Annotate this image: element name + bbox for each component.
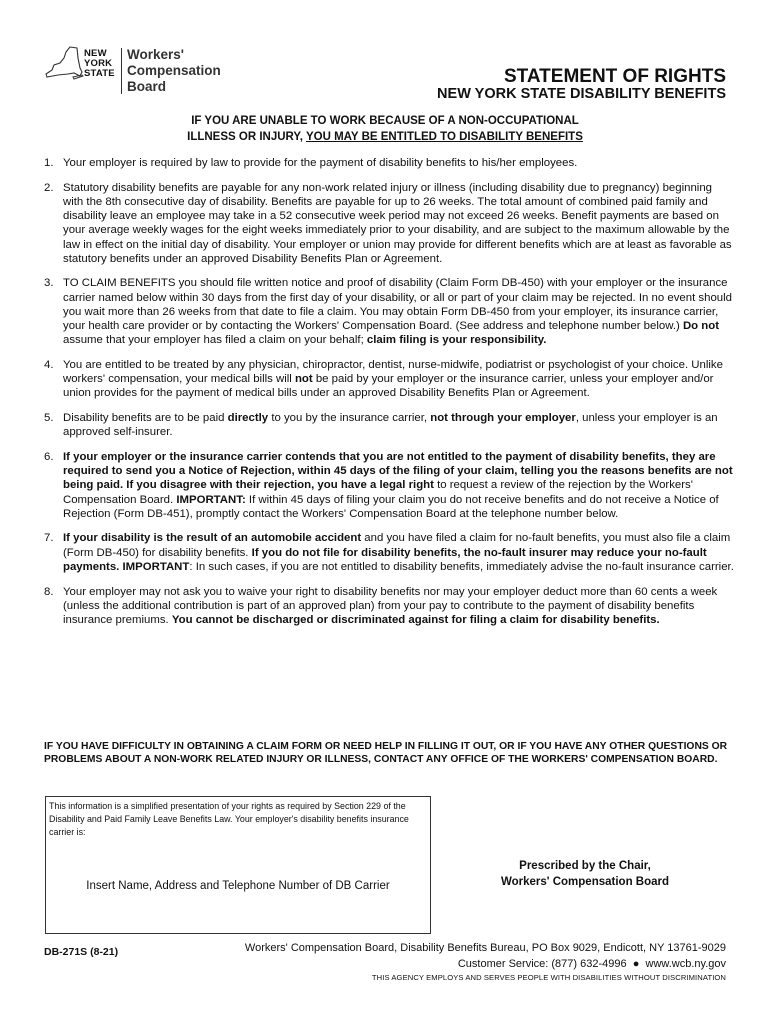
item-text: Disability benefits are to be paid	[63, 412, 228, 425]
item-number: 8.	[44, 585, 54, 598]
item-text: You are entitled to be treated by any physician, chiropractor, dentist, nurse-midwife, podiatrist or psychologist of your choice. Unlike workers' compensation, your medical bills will	[63, 358, 723, 386]
item-number: 3.	[44, 277, 54, 290]
logo-org-name: Workers' Compensation Board	[127, 47, 221, 94]
rights-item	[44, 276, 734, 347]
website-link[interactable]: www.wcb.ny.gov	[645, 958, 726, 970]
new-york-state-outline-icon	[44, 46, 84, 82]
headline	[0, 113, 770, 145]
bullet-separator: ●	[632, 958, 640, 970]
rights-item	[44, 450, 734, 521]
prescribed-by: Prescribed by the Chair, Workers' Compensation Board	[500, 860, 670, 888]
item-text: and you have filed a claim for no-fault benefits, you must also file a claim (Form DB-450) for disability benefits.	[63, 532, 731, 559]
form-number: DB-271S (8-21)	[44, 946, 119, 958]
footer-address: Workers' Compensation Board, Disability Benefits Bureau, PO Box 9029, Endicott, NY 13761-9029	[244, 942, 726, 954]
carrier-info-box	[45, 796, 431, 934]
logo-divider	[121, 48, 122, 94]
item-number: 4.	[44, 358, 54, 371]
rights-item	[44, 411, 734, 439]
headline-line-1: IF YOU ARE UNABLE TO WORK BECAUSE OF A NON-OCCUPATIONAL	[191, 115, 579, 127]
item-text: Do not	[682, 320, 720, 333]
item-text: assume that your employer has filed a claim on your behalf;	[63, 334, 367, 347]
page-subtitle: NEW YORK STATE DISABILITY BENEFITS	[437, 86, 726, 102]
rights-item	[44, 156, 734, 170]
insert-carrier-label: Insert Name, Address and Telephone Number of DB Carrier	[86, 880, 390, 892]
logo-state-text: NEW YORK STATE	[84, 48, 115, 79]
item-text: You cannot be discharged or discriminated against for filing a claim for disability benefits.	[171, 613, 660, 626]
item-text: not	[294, 373, 313, 386]
agency-notice: THIS AGENCY EMPLOYS AND SERVES PEOPLE WITH DISABILITIES WITHOUT DISCRIMINATION	[371, 973, 726, 982]
item-text: to request a review of the rejection by the Workers' Compensation Board.	[63, 479, 693, 506]
item-number: 6.	[44, 450, 54, 463]
item-number: 5.	[44, 412, 54, 425]
item-text: Statutory disability benefits are payable for any non-work related injury or illness (including disability due to pregnancy) beginning with the 8th consecutive day of disability. Benefits are payable for up to 26 weeks. The total amount of combined paid family and disability leave an employee may take in a 52 consecutive week period may not exceed 26 weeks. Benefit payments are based on your average weekly wages for the eight weeks immediately prior to your disability, and are subject to the maximum allowable by the law in effect on the initial day of disability. Your employer or union may provide for different benefits which are at least as favorable as statutory benefits under an approved Disability Benefits Plan or Agreement.	[63, 181, 732, 265]
item-number: 1.	[44, 157, 54, 169]
item-text: If you do not file for disability benefits, the no-fault insurer may reduce your no-fault payments. IMPORTANT	[63, 546, 707, 573]
rights-item	[44, 531, 734, 574]
item-text: be paid by your employer or the insurance carrier, unless your employer and/or union provides for the payment of medical bills under an approved Disability Benefits Plan or Agreement.	[63, 373, 714, 400]
rights-item	[44, 181, 734, 266]
item-text: , unless your employer is an approved self-insurer.	[63, 412, 718, 439]
item-number: 2.	[44, 181, 54, 194]
item-text: If your disability is the result of an automobile accident	[63, 532, 362, 545]
customer-service: Customer Service: (877) 632-4996	[457, 958, 627, 970]
headline-line-2: ILLNESS OR INJURY, YOU MAY BE ENTITLED TO DISABILITY BENEFITS	[187, 131, 583, 143]
item-text: : In such cases, if you are not entitled to disability benefits, immediately advise the no-fault insurance carrier.	[189, 560, 734, 573]
wcb-logo	[44, 46, 234, 98]
footer-contact	[458, 958, 726, 970]
item-text: to you by the insurance carrier,	[268, 412, 431, 425]
item-text: not through your employer	[430, 412, 576, 425]
rights-item	[44, 358, 734, 401]
item-text: Your employer is required by law to provide for the payment of disability benefits to his/her employees.	[63, 157, 578, 169]
carrier-info-text: This information is a simplified presentation of your rights as required by Section 229 of the Disability and Paid Family Leave Benefits Law. Your employer's disability benefits insurance carrier is:	[49, 801, 409, 837]
item-text: If your employer or the insurance carrier contends that you are not entitled to the payment of disability benefits, they are required to send you a Notice of Rejection, within 45 days of the filing of your claim, telling you the reasons benefits are not being paid. If you disagree with their rejection, you have a legal right	[63, 450, 733, 492]
item-text: TO CLAIM BENEFITS you should file written notice and proof of disability (Claim Form DB-450) with your employer or the insurance carrier named below within 30 days from the first day of your disability, or all or part of your claim may be rejected. In no event should you wait more than 26 weeks from that date to file a claim. You may obtain Form DB-450 from your employer, its insurance carrier, your health care provider or by contacting the Workers' Compensation Board. (See address and telephone number below.)	[63, 277, 732, 333]
item-text: If within 45 days of filing your claim you do not receive benefits and do not receive a Notice of Rejection (Form DB-451), promptly contact the Workers' Compensation Board at the telephone number below.	[63, 493, 719, 520]
item-text: directly	[227, 412, 269, 425]
contact-notice: IF YOU HAVE DIFFICULTY IN OBTAINING A CLAIM FORM OR NEED HELP IN FILLING IT OUT, OR IF YOU HAVE ANY OTHER QUESTIONS OR PROBLEMS ABOUT A NON-WORK RELATED INJURY OR ILLNESS, CONTACT ANY OFFICE OF THE WORKERS' COMPENSATION BOARD.	[44, 741, 728, 765]
rights-list	[44, 156, 734, 638]
rights-item	[44, 585, 734, 628]
item-text: claim filing is your responsibility.	[366, 334, 547, 347]
item-text: Your employer may not ask you to waive your right to disability benefits nor may your employer deduct more than 60 cents a week (unless the additional contribution is part of an approved plan) from your pay to contribute to the payment of disability benefits insurance premiums.	[63, 585, 718, 626]
item-number: 7.	[44, 532, 54, 545]
page-title: STATEMENT OF RIGHTS	[503, 66, 726, 87]
item-text: IMPORTANT:	[176, 493, 246, 506]
